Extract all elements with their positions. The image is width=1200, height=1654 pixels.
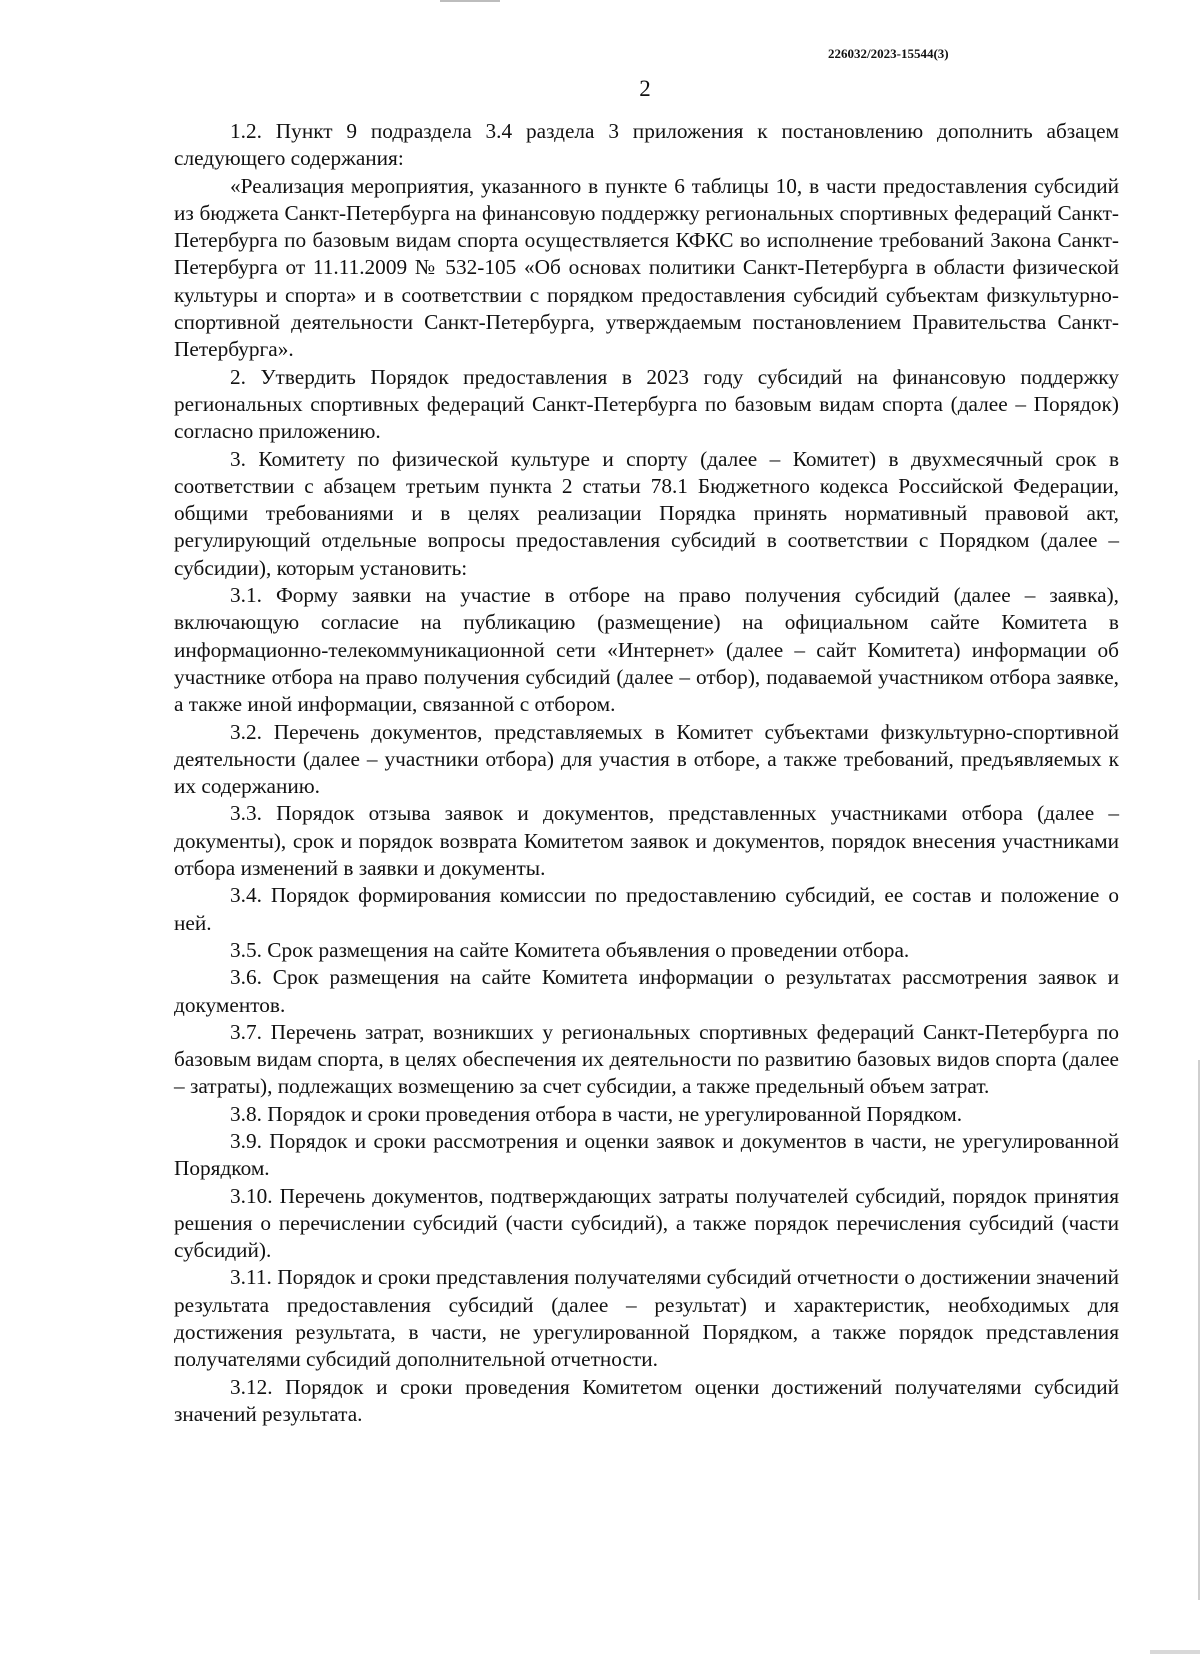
paragraph-3-9: 3.9. Порядок и сроки рассмотрения и оценки заявок и документов в части, не урегулированной Порядком.	[174, 1128, 1119, 1181]
paragraph-3: 3. Комитету по физической культуре и спорту (далее – Комитет) в двухмесячный срок в соответствии с абзацем третьим пункта 2 статьи 78.1 Бюджетного кодекса Российской Федерации, общими требованиями и в целях реализации Порядка принять нормативный правовой акт, регулирующий отдельные вопросы предоставления субсидий в соответствии с Порядком (далее – субсидии), которым установить:	[174, 446, 1119, 580]
paragraph-3-2: 3.2. Перечень документов, представляемых в Комитет субъектами физкультурно-спортивной деятельности (далее – участники отбора) для участия в отборе, а также требований, предъявляемых к их содержанию.	[174, 719, 1119, 799]
document-registration-number: 226032/2023-15544(3)	[828, 46, 949, 61]
paragraph-3-3: 3.3. Порядок отзыва заявок и документов, представленных участниками отбора (далее – документы), срок и порядок возврата Комитетом заявок и документов, порядок внесения участниками отбора изменений в заявки и документы.	[174, 801, 1119, 881]
paragraph-3-12: 3.12. Порядок и сроки проведения Комитетом оценки достижений получателями субсидий значений результата.	[174, 1374, 1119, 1426]
paragraph-1-2: 1.2. Пункт 9 подраздела 3.4 раздела 3 приложения к постановлению дополнить абзацем следующего содержания:	[174, 119, 1119, 171]
paragraph-3-4: 3.4. Порядок формирования комиссии по предоставлению субсидий, ее состав и положение о ней.	[174, 883, 1119, 935]
document-body	[174, 118, 1119, 1428]
paragraph-3-11: 3.11. Порядок и сроки представления получателями субсидий отчетности о достижении значений результата предоставления субсидий (далее – результат) и характеристик, необходимых для достижения результата, в части, не урегулированной Порядком, а также порядок представления получателями субсидий дополнительной отчетности.	[174, 1265, 1119, 1372]
paragraph-quote: «Реализация мероприятия, указанного в пункте 6 таблицы 10, в части предоставления субсидий из бюджета Санкт-Петербурга на финансовую поддержку региональных спортивных федераций Санкт-Петербурга по базовым видам спорта осуществляется КФКС во исполнение требований Закона Санкт-Петербурга от 11.11.2009 № 532-105 «Об основах политики Санкт-Петербурга в области физической культуры и спорта» и в соответствии с порядком предоставления субсидий субъектам физкультурно-спортивной деятельности Санкт-Петербурга, утверждаемым постановлением Правительства Санкт-Петербурга».	[174, 173, 1119, 362]
paragraph-3-6: 3.6. Срок размещения на сайте Комитета информации о результатах рассмотрения заявок и документов.	[174, 965, 1119, 1017]
paragraph-3-8: 3.8. Порядок и сроки проведения отбора в части, не урегулированной Порядком.	[230, 1101, 963, 1126]
paragraph-3-1: 3.1. Форму заявки на участие в отборе на право получения субсидий (далее – заявка), включающую согласие на публикацию (размещение) на официальном сайте Комитета в информационно-телекоммуникационной сети «Интернет» (далее – сайт Комитета) информации об участнике отбора на право получения субсидий (далее – отбор), подаваемой участником отбора заявке, а также иной информации, связанной с отбором.	[174, 583, 1119, 717]
scan-edge-bottom	[1150, 1650, 1200, 1654]
paragraph-2: 2. Утвердить Порядок предоставления в 2023 году субсидий на финансовую поддержку региональных спортивных федераций Санкт-Петербурга по базовым видам спорта (далее – Порядок) согласно приложению.	[174, 364, 1119, 444]
page-number: 2	[639, 76, 651, 101]
scan-artifact-top	[440, 0, 500, 2]
paragraph-3-5: 3.5. Срок размещения на сайте Комитета объявления о проведении отбора.	[230, 937, 910, 962]
paragraph-3-10: 3.10. Перечень документов, подтверждающих затраты получателей субсидий, порядок принятия решения о перечислении субсидий (части субсидий), а также порядок перечисления субсидий (части субсидий).	[174, 1183, 1119, 1263]
paragraph-3-7: 3.7. Перечень затрат, возникших у региональных спортивных федераций Санкт-Петербурга по базовым видам спорта, в целях обеспечения их деятельности по развитию базовых видов спорта (далее – затраты), подлежащих возмещению за счет субсидии, а также предельный объем затрат.	[174, 1019, 1119, 1099]
